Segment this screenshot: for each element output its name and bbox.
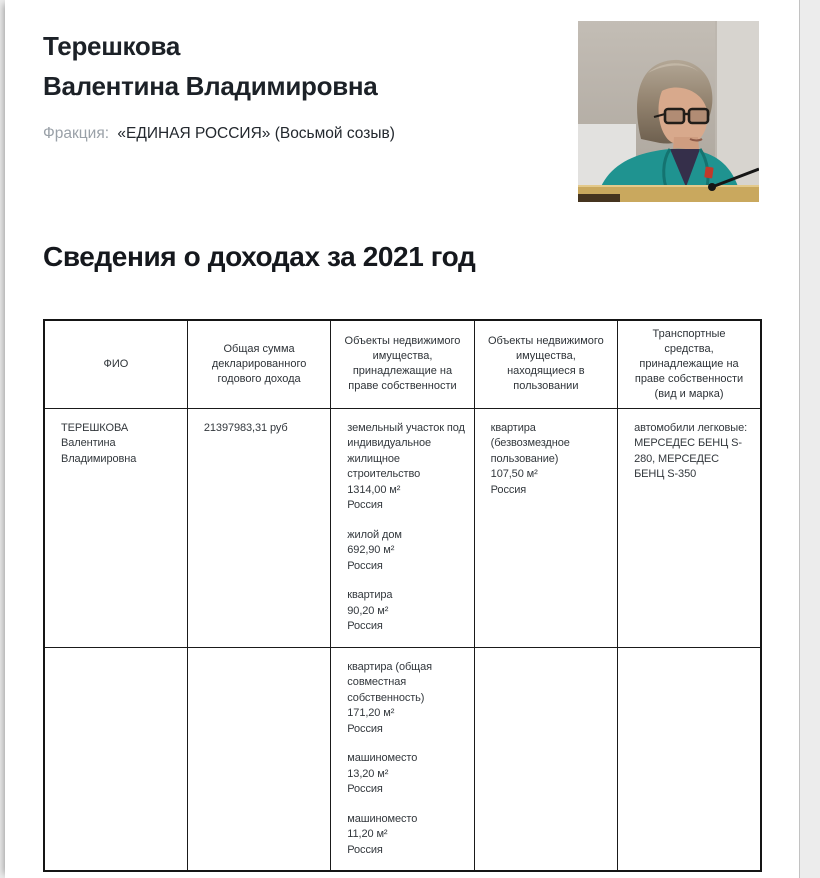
col-header-owned-property: Объекты недвижимого имущества, принадлежащие на праве собственности — [331, 320, 474, 408]
property-block — [347, 528, 465, 575]
col-header-fio: ФИО — [44, 320, 187, 408]
property-name: машиноместо — [347, 752, 418, 764]
property-block — [347, 421, 465, 514]
deputy-portrait-photo — [578, 21, 759, 202]
col-header-vehicles: Транспортные средства, принадлежащие на праве собственности (вид и марка) — [618, 320, 761, 408]
used-property-cell — [474, 647, 617, 871]
income-cell: 21397983,31 руб — [187, 408, 330, 647]
fraction-row — [43, 123, 563, 145]
property-name: квартира (безвозмездное пользование) — [490, 421, 570, 465]
table-row — [44, 647, 761, 871]
property-area: 11,20 м² — [347, 828, 388, 840]
portrait-illustration — [578, 21, 759, 202]
property-country: Россия — [347, 620, 383, 632]
property-area: 692,90 м² — [347, 544, 395, 556]
fio-cell — [44, 647, 187, 871]
section-title: Сведения о доходах за 2021 год — [43, 241, 476, 272]
deputy-header — [43, 26, 563, 145]
fraction-value: «ЕДИНАЯ РОССИЯ» (Восьмой созыв) — [117, 125, 395, 142]
property-area: 13,20 м² — [347, 767, 389, 780]
owned-property-cell — [331, 647, 474, 871]
property-area: 90,20 м² — [347, 604, 389, 617]
property-block — [347, 751, 465, 798]
income-cell — [187, 647, 330, 871]
col-header-used-property: Объекты недвижимого имущества, находящиеся в пользовании — [474, 320, 617, 408]
property-name: квартира — [347, 589, 393, 601]
vehicles-cell — [618, 647, 761, 871]
profile-page — [5, 0, 800, 878]
property-name: жилой дом — [347, 528, 402, 541]
property-block — [347, 812, 465, 859]
owned-property-cell — [331, 408, 474, 647]
property-name: квартира (общая совместная собственность) — [347, 660, 432, 704]
property-country: Россия — [347, 783, 383, 795]
fraction-label: Фракция: — [43, 125, 110, 142]
col-header-income: Общая сумма декларированного годового дохода — [187, 320, 330, 408]
property-country: Россия — [490, 483, 527, 496]
property-country: Россия — [347, 722, 383, 735]
page-title — [43, 26, 563, 106]
deputy-last-name: Терешкова — [43, 31, 181, 61]
table-row — [44, 408, 761, 647]
property-block — [491, 421, 609, 499]
fio-cell: ТЕРЕШКОВА Валентина Владимировна — [44, 408, 187, 647]
property-area: 171,20 м² — [347, 707, 395, 719]
property-block — [347, 588, 465, 635]
property-name: земельный участок под индивидуальное жилищное строительство — [347, 421, 465, 480]
table-header-row — [44, 320, 761, 408]
property-block — [347, 660, 465, 738]
deputy-first-patronymic: Валентина Владимировна — [43, 71, 378, 101]
property-country: Россия — [347, 559, 383, 572]
used-property-cell — [474, 408, 617, 647]
property-area: 1314,00 м² — [347, 483, 401, 496]
property-country: Россия — [347, 499, 383, 511]
income-declaration-table — [43, 319, 762, 872]
property-area: 107,50 м² — [490, 468, 538, 480]
property-name: машиноместо — [347, 812, 418, 825]
property-country: Россия — [347, 843, 383, 856]
vehicles-cell: автомобили легковые: МЕРСЕДЕС БЕНЦ S-280, МЕРСЕДЕС БЕНЦ S-350 — [618, 408, 761, 647]
